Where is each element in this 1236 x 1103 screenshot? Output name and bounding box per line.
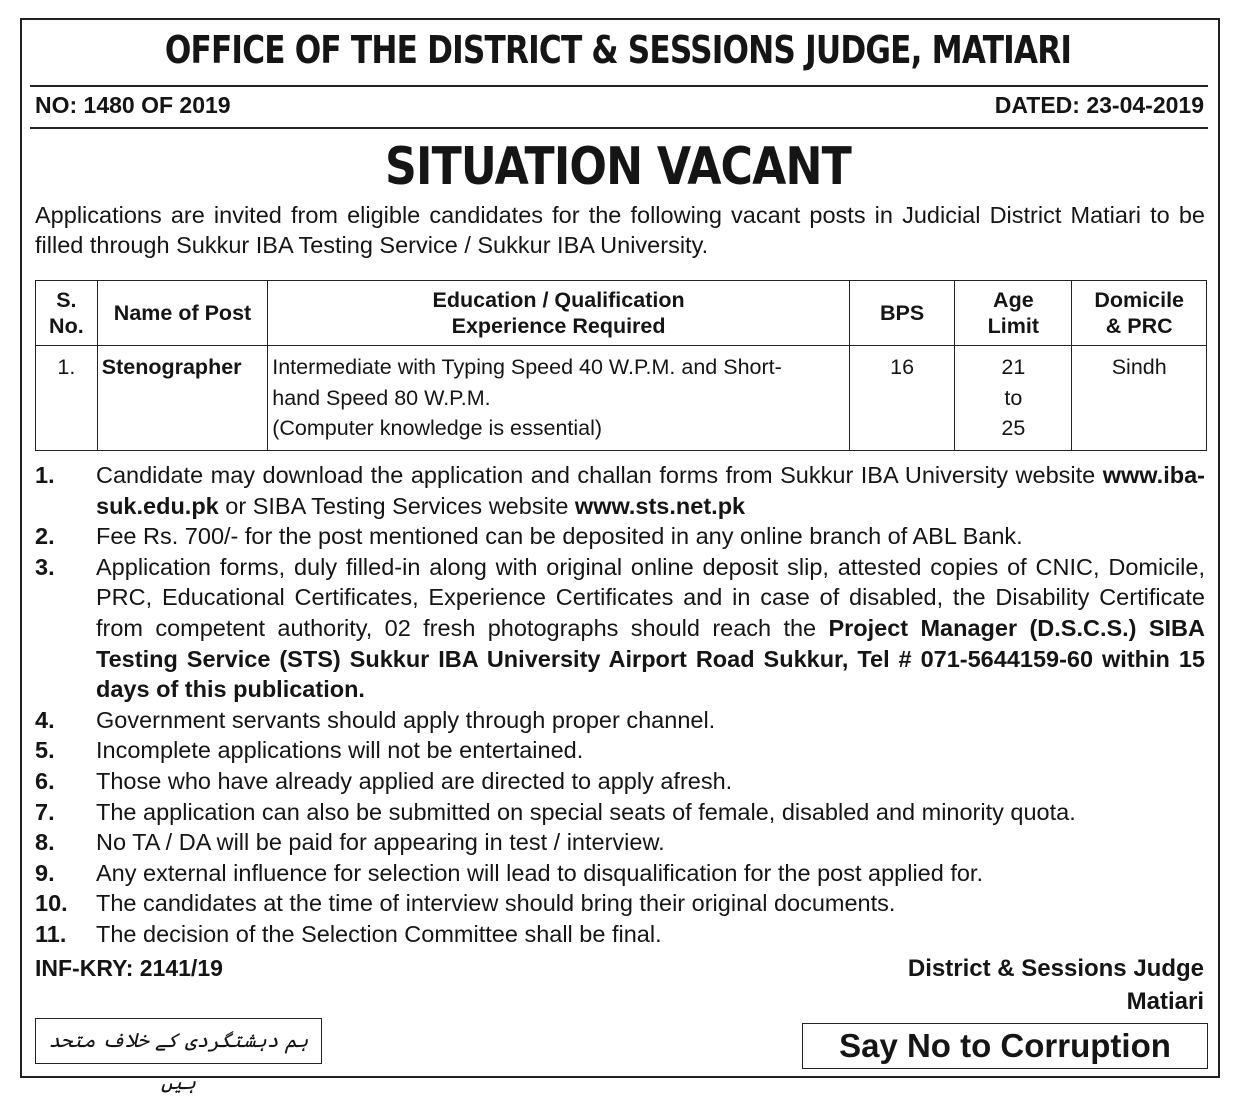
header-education	[268, 281, 850, 346]
item-number: 5.	[35, 737, 55, 764]
list-item	[35, 858, 1205, 889]
item-number: 7.	[35, 798, 55, 825]
anti-corruption-slogan: Say No to Corruption	[802, 1023, 1208, 1069]
item-number: 2.	[35, 523, 55, 550]
item-number: 1.	[35, 462, 55, 488]
top-divider	[30, 85, 1208, 87]
intro-paragraph: Applications are invited from eligible candidates for the following vacant posts in Judicial District Matiari to be filled through Sukkur IBA Testing Service / Sukkur IBA University.	[35, 202, 1205, 258]
item-text: Fee Rs. 700/- for the post mentioned can be deposited in any online branch of ABL Bank.	[96, 523, 1023, 550]
cell-domicile: Sindh	[1072, 346, 1207, 451]
list-item	[35, 797, 1205, 828]
submission-address: Project Manager (D.S.C.S.) SIBA Testing Service (STS) Sukkur IBA University Airport Road Sukkur, Tel # 071-5644159-60 within 15 days of this publication.	[96, 614, 1205, 703]
office-title: OFFICE OF THE DISTRICT & SESSIONS JUDGE, MATIARI	[164, 28, 1072, 72]
age-to: to	[1004, 385, 1023, 410]
list-item	[35, 827, 1205, 858]
header-domicile-line1: Domicile	[1094, 288, 1185, 312]
cell-post-name: Stenographer	[97, 346, 268, 451]
header-serial-line2: No.	[49, 314, 84, 338]
list-item	[35, 521, 1205, 552]
header-domicile-line2: & PRC	[1105, 314, 1173, 338]
list-item	[35, 705, 1205, 736]
list-item	[35, 460, 1205, 521]
signatory-title: District & Sessions Judge	[907, 955, 1204, 982]
item-text: Any external influence for selection will lead to disqualification for the post applied for.	[96, 859, 983, 886]
header-age-limit	[955, 281, 1072, 346]
list-item	[35, 735, 1205, 766]
cell-bps: 16	[849, 346, 954, 451]
education-line-2: hand Speed 80 W.P.M.	[272, 385, 491, 410]
vacancy-table	[35, 280, 1207, 451]
signatory-location: Matiari	[1126, 988, 1204, 1015]
notice-date: DATED: 23-04-2019	[994, 92, 1204, 118]
item-text: Incomplete applications will not be entertained.	[96, 737, 584, 764]
header-age-line2: Limit	[987, 314, 1040, 338]
item-number: 9.	[35, 859, 55, 886]
item-number: 11.	[35, 920, 67, 947]
table-row	[36, 346, 1207, 451]
header-domicile	[1072, 281, 1207, 346]
item-number: 10.	[35, 890, 68, 917]
header-serial-line1: S.	[56, 288, 77, 312]
cell-serial-no: 1.	[36, 346, 98, 451]
item-number: 6.	[35, 767, 55, 794]
item-number: 8.	[35, 829, 55, 856]
table-header-row	[36, 281, 1207, 346]
item-text: Candidate may download the application and challan forms from Sukkur IBA University website	[96, 462, 1103, 488]
item-text: Those who have already applied are directed to apply afresh.	[96, 767, 733, 794]
age-max: 25	[1001, 416, 1026, 440]
list-item	[35, 919, 1205, 950]
education-line-1: Intermediate with Typing Speed 40 W.P.M. and Short-	[272, 355, 782, 379]
header-age-line1: Age	[993, 288, 1034, 312]
cell-age-limit	[955, 346, 1072, 451]
education-line-3: (Computer knowledge is essential)	[272, 416, 603, 440]
conditions-list	[35, 460, 1205, 950]
header-education-line1: Education / Qualification	[432, 288, 685, 312]
urdu-slogan-box: ہم دہشتگردی کے خلاف متحد ہیں	[35, 1018, 322, 1064]
item-text: No TA / DA will be paid for appearing in test / interview.	[96, 829, 665, 856]
item-text: The application can also be submitted on special seats of female, disabled and minority quota.	[96, 798, 1076, 825]
item-number: 4.	[35, 706, 55, 733]
notice-heading: SITUATION VACANT	[385, 137, 851, 197]
age-min: 21	[1001, 355, 1026, 379]
item-number: 3.	[35, 553, 55, 580]
item-text: or SIBA Testing Services website	[218, 492, 575, 519]
website-link-iba[interactable]: www.iba-suk.edu.pk	[96, 462, 1205, 519]
item-text: The candidates at the time of interview should bring their original documents.	[96, 890, 896, 917]
header-serial-no	[36, 281, 98, 346]
inf-number: INF-KRY: 2141/19	[35, 955, 223, 981]
list-item	[35, 888, 1205, 919]
item-text: Application forms, duly filled-in along with original online deposit slip, attested copies of CNIC, Domicile, PRC, Educational Certificates, Experience Certificates and in case of disabled, the Disability Certificate from competent authority, 02 fresh photographs should reach the	[96, 553, 1205, 641]
header-divider	[30, 127, 1208, 129]
header-post-name: Name of Post	[97, 281, 268, 346]
website-link-sts[interactable]: www.sts.net.pk	[574, 492, 746, 519]
reference-number: NO: 1480 OF 2019	[35, 92, 231, 118]
header-bps: BPS	[849, 281, 954, 346]
header-education-line2: Experience Required	[451, 314, 666, 338]
item-text: Government servants should apply through proper channel.	[96, 706, 716, 733]
list-item	[35, 766, 1205, 797]
list-item	[35, 552, 1205, 705]
cell-education	[268, 346, 850, 451]
item-text: The decision of the Selection Committee shall be final.	[96, 920, 662, 947]
